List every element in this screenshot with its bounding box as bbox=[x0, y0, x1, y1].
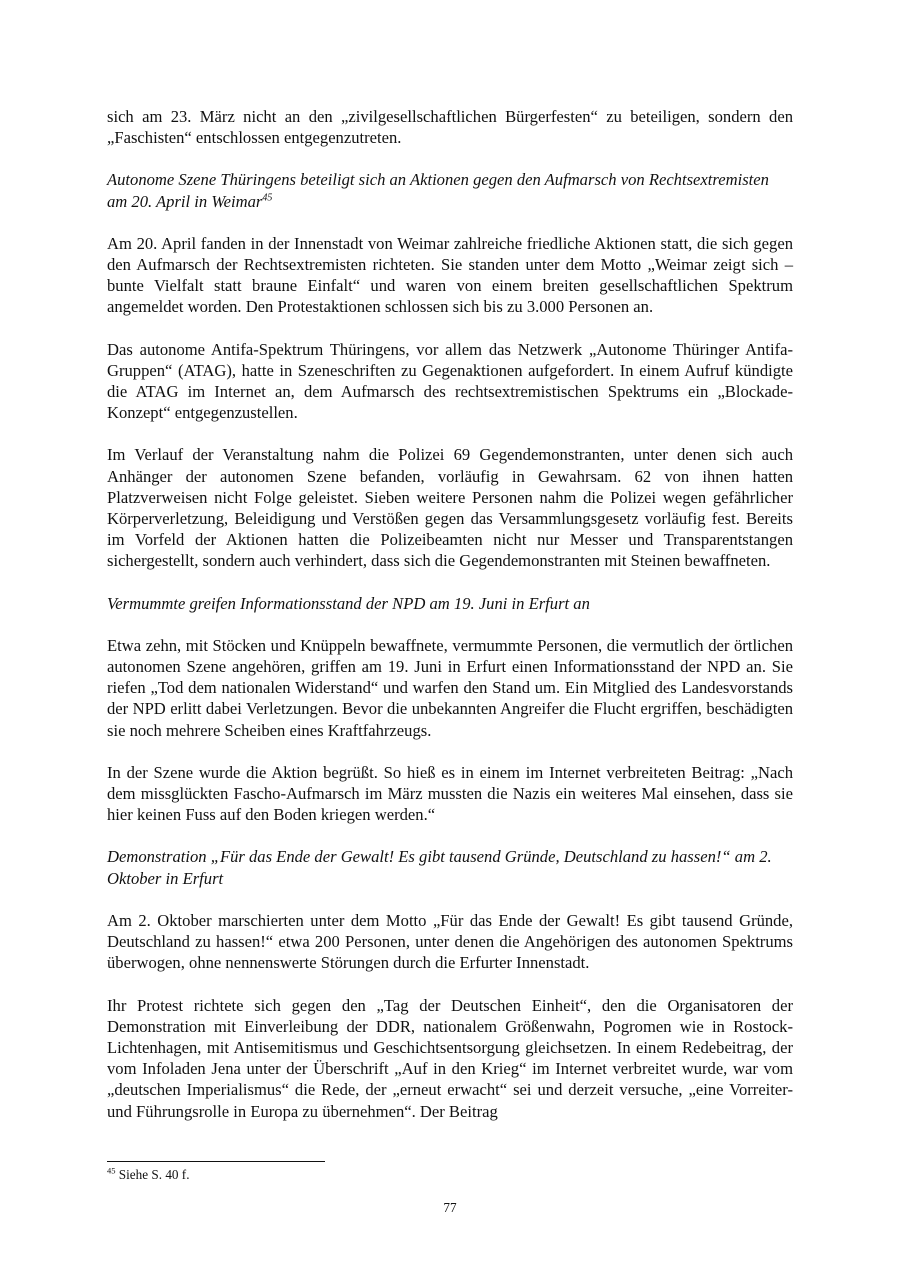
page-number: 77 bbox=[443, 1200, 457, 1215]
paragraph: sich am 23. März nicht an den „zivilgesellschaftlichen Bürgerfesten“ zu beteiligen, sondern den „Faschisten“ entschlossen entgegenzutreten. bbox=[107, 107, 793, 148]
paragraph: Ihr Protest richtete sich gegen den „Tag der Deutschen Einheit“, den die Organisatoren der Demonstration mit Einverleibung der DDR, nationalem Größenwahn, Pogromen wie in Rostock-Lichtenhagen, mit Antisemitismus und Geschichtsentsorgung gleichsetzen. In einem Redebeitrag, der vom Infoladen Jena unter der Überschrift „Auf in den Krieg“ im Internet verbreitet wurde, war vom „deutschen Imperialismus“ die Rede, der „erneut erwacht“ sei und derzeit versuche, „eine Vorreiter- und Führungsrolle in Europa zu übernehmen“. Der Beitrag bbox=[107, 995, 793, 1121]
paragraph: Das autonome Antifa-Spektrum Thüringens, vor allem das Netzwerk „Autonome Thüringer Antifa-Gruppen“ (ATAG), hatte in Szeneschriften zu Gegenaktionen aufgefordert. In einem Aufruf kündigte die ATAG im Internet an, dem Aufmarsch des rechtsextremistischen Spektrums ein „Blockade-Konzept“ entgegenzustellen. bbox=[107, 339, 793, 423]
document-page bbox=[107, 106, 793, 1143]
section-heading: Vermummte greifen Informationsstand der NPD am 19. Juni in Erfurt an bbox=[107, 593, 590, 613]
footnote-reference[interactable]: 45 bbox=[262, 192, 273, 204]
heading-text: Autonome Szene Thüringens beteiligt sich an Aktionen gegen den Aufmarsch von Rechtsextremisten am 20. April in Weimar bbox=[107, 170, 769, 211]
footnote-divider bbox=[107, 1161, 325, 1162]
paragraph: Am 20. April fanden in der Innenstadt von Weimar zahlreiche friedliche Aktionen statt, die sich gegen den Aufmarsch der Rechtsextremisten richteten. Sie standen unter dem Motto „Weimar zeigt sich – bunte Vielfalt statt braune Einfalt“ und waren von einem breiten gesellschaftlichen Spektrum angemeldet worden. Den Protestaktionen schlossen sich bis zu 3.000 Personen an. bbox=[107, 233, 793, 317]
section-heading: Demonstration „Für das Ende der Gewalt! Es gibt tausend Gründe, Deutschland zu hassen!“ am 2. Oktober in Erfurt bbox=[107, 847, 772, 888]
paragraph: Im Verlauf der Veranstaltung nahm die Polizei 69 Gegendemonstranten, unter denen sich auch Anhänger der autonomen Szene befanden, vorläufig in Gewahrsam. 62 von ihnen hatten Platzverweisen nicht Folge geleistet. Sieben weitere Personen nahm die Polizei wegen gefährlicher Körperverletzung, Beleidigung und Verstößen gegen das Versammlungsgesetz vorläufig fest. Bereits im Vorfeld der Aktionen hatten die Polizeibeamten nicht nur Messer und Transparentstangen sichergestellt, sondern auch verhindert, dass sich die Gegendemonstranten mit Steinen bewaffneten. bbox=[107, 445, 793, 571]
footnote bbox=[107, 1167, 190, 1183]
footnote-number: 45 bbox=[107, 1165, 116, 1176]
paragraph: In der Szene wurde die Aktion begrüßt. So hieß es in einem im Internet verbreiteten Beitrag: „Nach dem missglückten Fascho-Aufmarsch im März mussten die Nazis ein weiteres Mal einsehen, dass sie hier keinen Fuss auf den Boden kriegen werden.“ bbox=[107, 762, 793, 825]
section-heading bbox=[107, 169, 793, 211]
paragraph: Etwa zehn, mit Stöcken und Knüppeln bewaffnete, vermummte Personen, die vermutlich der örtlichen autonomen Szene angehören, griffen am 19. Juni in Erfurt einen Informationsstand der NPD an. Sie riefen „Tod dem nationalen Widerstand“ und warfen den Stand um. Ein Mitglied des Landesvorstands der NPD erlitt dabei Verletzungen. Bevor die unbekannten Angreifer die Flucht ergriffen, beschädigten sie noch mehrere Scheiben eines Kraftfahrzeugs. bbox=[107, 635, 793, 740]
paragraph: Am 2. Oktober marschierten unter dem Motto „Für das Ende der Gewalt! Es gibt tausend Gründe, Deutschland zu hassen!“ etwa 200 Personen, unter denen die Angehörigen des autonomen Spektrums überwogen, ohne nennenswerte Störungen durch die Erfurter Innenstadt. bbox=[107, 910, 793, 973]
footnote-text: Siehe S. 40 f. bbox=[118, 1167, 190, 1182]
